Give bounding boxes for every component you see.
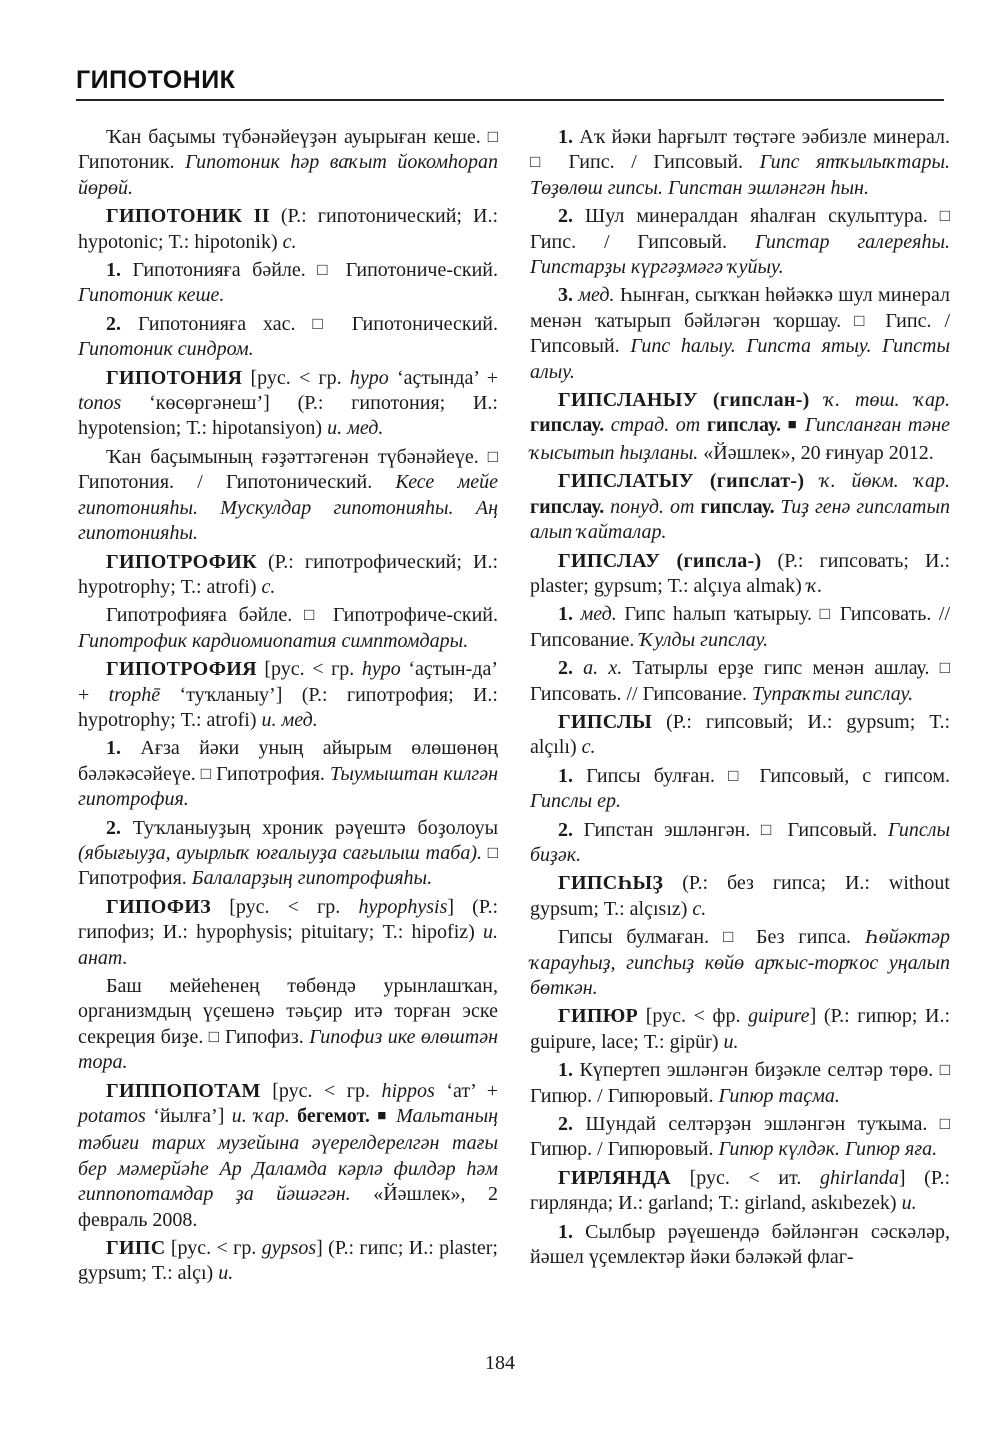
example-text: Тиҙ генә гипслатып алып ҡайталар. bbox=[530, 495, 951, 544]
grammar-label: с. bbox=[692, 897, 707, 920]
etymon: hypophysis bbox=[358, 895, 448, 918]
translation-marker: □ bbox=[854, 310, 873, 330]
headword: ГИПСЛЫ bbox=[558, 710, 653, 733]
example-text: Һөйәктәр ҡарауһыҙ, гипсһыҙ көйө арҡыс-торҡос уңалып бөткән. bbox=[530, 926, 951, 999]
sense-number: 1. bbox=[558, 1220, 573, 1243]
translation-marker: □ bbox=[819, 604, 833, 624]
grammar-label: и. bbox=[218, 1262, 234, 1285]
entry-paragraph bbox=[530, 388, 950, 466]
translation-marker: □ bbox=[760, 819, 777, 839]
entry-paragraph bbox=[530, 469, 950, 545]
etymon: hippos bbox=[381, 1079, 435, 1102]
translation-marker: □ bbox=[723, 927, 743, 947]
grammar-label: страд. от bbox=[610, 414, 701, 437]
example-text: Гипслы биҙәк. bbox=[530, 818, 950, 866]
headword: ГИПОФИЗ bbox=[106, 895, 212, 918]
entry-paragraph bbox=[530, 1058, 950, 1109]
entry-paragraph bbox=[78, 736, 498, 812]
translation-marker: □ bbox=[487, 127, 498, 146]
translation-marker: □ bbox=[939, 1060, 951, 1080]
headword: ГИПС bbox=[106, 1237, 166, 1260]
cross-reference: гипслау. bbox=[706, 414, 782, 437]
translation-text: Гипсовый, с гипсом. bbox=[759, 764, 951, 787]
entry-paragraph bbox=[78, 550, 498, 601]
grammar-label: мед. bbox=[580, 603, 617, 626]
example-text: Гипслы ер. bbox=[530, 790, 622, 813]
quote-source: «Йәшлек», 2 февраль 2008. bbox=[78, 1183, 498, 1231]
example-text: Гипстар галереяһы. Гипстарҙы күргәҙмәгә ҡуйыу. bbox=[530, 230, 950, 279]
entry-paragraph bbox=[78, 603, 498, 654]
headword: ГИППОПОТАМ bbox=[106, 1079, 261, 1102]
etymology-text: ] (Р.: гипофиз; И.: hypophysis; pituitary; Т.: hipofiz) bbox=[78, 895, 499, 944]
translation-marker: □ bbox=[200, 763, 212, 783]
entry-paragraph bbox=[530, 871, 950, 922]
sense-number: 1. bbox=[558, 1059, 573, 1082]
entry-paragraph bbox=[530, 1112, 950, 1163]
example-text: Гипюр таҫма. bbox=[718, 1084, 840, 1107]
example-text: Гипофиз ике өлөштән тора. bbox=[78, 1025, 498, 1074]
definition-text: Аҡ йәки һарғылт төҫтәге эәбизле минерал. bbox=[579, 126, 950, 148]
page-number: 184 bbox=[485, 1352, 515, 1374]
grammar-label: ҡ. йөкм. ҡар. bbox=[820, 470, 951, 493]
entry-paragraph bbox=[78, 974, 498, 1076]
translation-text: Гипотониче-ский. bbox=[345, 259, 498, 282]
etymology-text: (Р.: гипсовать; И.: plaster; gypsum; Т.: alçıya almak) bbox=[530, 549, 951, 597]
entry-paragraph bbox=[530, 656, 950, 707]
translation-marker: □ bbox=[530, 152, 552, 172]
sense-number: 3. bbox=[558, 284, 573, 307]
sense-number: 1. bbox=[558, 603, 573, 626]
entry-paragraph bbox=[78, 366, 498, 442]
header-rule bbox=[76, 99, 944, 101]
example-text: Гипотоник һәр ваҡыт йокомһорап йөрөй. bbox=[78, 151, 498, 199]
sense-number: 2. bbox=[558, 818, 573, 841]
grammar-label: и. мед. bbox=[261, 708, 318, 731]
grammar-label: с. bbox=[282, 230, 297, 253]
translation-text: Гипотония. / Гипотонический. bbox=[78, 471, 373, 494]
sense-number: 2. bbox=[558, 657, 573, 680]
etymology-text: ‘туҡланыу’] (Р.: гипотрофия; И.: hypotrophy; Т.: atrofi) bbox=[78, 683, 498, 731]
translation-marker: □ bbox=[304, 605, 322, 625]
translation-marker: □ bbox=[312, 313, 335, 333]
translation-text: Без гипса. bbox=[756, 926, 852, 949]
translation-text: Гипотоник. bbox=[78, 151, 175, 174]
example-text: Гипс һалыу. Гипста ятыу. Гипсты алыу. bbox=[530, 335, 950, 383]
entry-paragraph bbox=[78, 258, 498, 309]
grammar-label: ҡ. төш. ҡар. bbox=[824, 389, 950, 412]
etymology-text: ‘йылға’] bbox=[153, 1105, 225, 1128]
translation-text: Гипотрофиче-ский. bbox=[332, 604, 498, 627]
example-text: Тыумыштан килгән гипотрофия. bbox=[78, 762, 499, 811]
etymology-text: [рус. < ит. bbox=[689, 1166, 802, 1189]
entry-paragraph bbox=[530, 1004, 950, 1055]
quote-source: «Йәшлек», 20 ғинуар 2012. bbox=[703, 441, 934, 464]
etymology-text: (Р.: гипотрофический; И.: hypotrophy; Т.: atrofi) bbox=[78, 550, 499, 598]
entry-paragraph bbox=[530, 710, 950, 761]
sense-number: 1. bbox=[106, 737, 121, 760]
etymology-text: [рус. < гр. bbox=[264, 658, 355, 681]
grammar-label: понуд. от bbox=[610, 495, 695, 518]
etymology-text: [рус. < гр. bbox=[229, 895, 341, 918]
example-text: Балаларҙың гипотрофияһы. bbox=[191, 867, 433, 890]
etymology-text: ‘көсөргәнеш’] (Р.: гипотония; И.: hypotension; Т.: hipotansiyon) bbox=[78, 392, 498, 440]
translation-marker: □ bbox=[208, 1026, 220, 1046]
etymon: guipure bbox=[748, 1005, 810, 1028]
translation-marker: □ bbox=[939, 658, 950, 678]
translation-text: Гипюр. / Гипюровый. bbox=[530, 1084, 714, 1107]
definition-text: Гипсы булған. bbox=[586, 764, 715, 787]
translation-text: Гипсовать. // Гипсование. bbox=[530, 603, 951, 651]
definition-text: Сылбыр рәүешендә бәйләнгән сәскәләр, йәшел үҫемлектәр йәки бәләкәй флаг- bbox=[530, 1220, 951, 1269]
entry-paragraph bbox=[530, 1166, 950, 1217]
entry-paragraph bbox=[78, 1236, 498, 1287]
translation-text: Гипс. / Гипсовый. bbox=[530, 309, 950, 358]
definition-text: Гипс һалып ҡатырыу. bbox=[624, 603, 813, 626]
grammar-label: и. ҡар. bbox=[231, 1105, 290, 1128]
definition-text: Ҡан баҫымы түбәнәйеүҙән ауырыған кеше. bbox=[106, 126, 481, 148]
definition-text: Татырлы ерҙе гипс менән ашлау. bbox=[632, 657, 930, 680]
grammar-label: и. мед. bbox=[327, 417, 384, 440]
entry-paragraph bbox=[530, 602, 950, 653]
entry-paragraph bbox=[78, 125, 498, 201]
running-head: ГИПОТОНИК bbox=[76, 66, 236, 94]
headword: ГИПОТОНИК II bbox=[106, 205, 270, 228]
cross-reference: бегемот. bbox=[297, 1105, 370, 1128]
entry-paragraph bbox=[530, 925, 950, 1001]
definition-text: Шул минералдан яһалған скульптура. bbox=[585, 205, 928, 228]
etymon: hypo bbox=[361, 658, 401, 681]
entry-paragraph bbox=[530, 204, 950, 280]
example-text: Гипс ятҡылыҡтары. Төҙөлөш гипсы. Гипстан эшләнгән һын. bbox=[530, 151, 950, 199]
example-text: Мальтаның тәбиғи тарих музейына әүерелдерелгән тағы бер мәмерйәһе Ар Даламда кәрлә филдәр һәм гиппопотамдар ҙа йәшәгән. bbox=[78, 1105, 499, 1206]
example-text: Гипюр күлдәк. Гипюр яға. bbox=[718, 1138, 938, 1161]
grammar-label: мед. bbox=[578, 284, 615, 307]
translation-text: Гипс. / Гипсовый. bbox=[530, 230, 728, 253]
definition-text: Баш мейеһенең төбөндә урынлашҡан, организмдың үҫешенә тәьҫир итә торған эске секреция биҙе. bbox=[78, 975, 498, 1048]
grammar-label: с. bbox=[581, 736, 596, 759]
entry-paragraph bbox=[78, 816, 498, 892]
entry-paragraph bbox=[78, 204, 498, 255]
etymology-text: ] (Р.: гирлянда; И.: garland; Т.: girland, askıbezek) bbox=[530, 1166, 951, 1215]
definition-text: Гипотонияға бәйле. bbox=[132, 259, 306, 282]
translation-marker: □ bbox=[939, 1114, 951, 1134]
entry-paragraph bbox=[530, 818, 950, 869]
sense-number: 2. bbox=[558, 1113, 573, 1136]
translation-text: Гипофиз. bbox=[225, 1025, 304, 1048]
translation-text: Гипсовый. bbox=[787, 818, 878, 841]
sense-number: 2. bbox=[106, 312, 121, 335]
example-text: Ҡулды гипслау. bbox=[639, 628, 769, 651]
definition-text: Туҡланыуҙың хроник рәүештә боҙолоуы bbox=[132, 816, 499, 839]
example-text: Гипотоник синдром. bbox=[78, 338, 254, 361]
definition-text: Гипсы булмаған. bbox=[558, 926, 710, 949]
example-text: Тупраҡты гипслау. bbox=[752, 682, 914, 705]
headword: ГИРЛЯНДА bbox=[558, 1166, 672, 1189]
etymology-text: ‘аҫтын-да’ + bbox=[78, 658, 499, 706]
grammar-label: с. bbox=[261, 575, 276, 598]
headword: ГИПСЛАТЫУ (гипслат-) bbox=[558, 470, 805, 493]
etymon: tonos bbox=[78, 392, 122, 415]
headword: ГИПСЛАНЫУ (гипслан-) bbox=[558, 389, 810, 412]
quote-marker: ■ bbox=[787, 417, 799, 434]
etymology-text: (Р.: без гипса; И.: without gypsum; Т.: alçısız) bbox=[530, 872, 950, 920]
entry-paragraph bbox=[530, 283, 950, 385]
sense-number: 2. bbox=[558, 205, 573, 228]
definition-text: Гипстан эшләнгән. bbox=[583, 818, 751, 841]
translation-marker: □ bbox=[487, 842, 498, 862]
headword: ГИПЮР bbox=[558, 1005, 639, 1028]
etymology-text: [рус. < фр. bbox=[645, 1005, 741, 1028]
etymon: trophē bbox=[108, 683, 161, 706]
etymon: potamos bbox=[78, 1105, 146, 1128]
etymon: hypo bbox=[349, 366, 389, 389]
entry-paragraph bbox=[530, 764, 950, 815]
etymon: gypsos bbox=[261, 1237, 317, 1260]
entry-paragraph bbox=[78, 445, 498, 547]
translation-text: Гипс. / Гипсовый. bbox=[568, 151, 744, 174]
sense-number: 1. bbox=[558, 126, 573, 148]
translation-text: Гипотрофия. bbox=[216, 762, 325, 785]
etymology-text: [рус. < гр. bbox=[170, 1237, 257, 1260]
entry-paragraph bbox=[530, 549, 950, 600]
grammar-label: а. х. bbox=[583, 657, 623, 680]
quote-marker: ■ bbox=[377, 1108, 389, 1125]
translation-text: Гипсовать. // Гипсование. bbox=[530, 682, 748, 705]
etymology-text: ] (Р.: гипс; И.: plaster; gypsum; Т.: alçı) bbox=[78, 1237, 498, 1285]
etymon: ghirlanda bbox=[820, 1166, 899, 1189]
grammar-label: и. bbox=[901, 1192, 917, 1215]
left-column bbox=[78, 125, 498, 1290]
definition-text: Һынған, сыҡҡан һөйәккә шул минерал менән ҡатырып бәйләгән ҡоршау. bbox=[530, 284, 951, 332]
definition-text: Ҡан баҫымының ғәҙәттәгенән түбәнәйеүе. bbox=[106, 445, 479, 468]
headword: ГИПОТРОФИЯ bbox=[106, 658, 257, 681]
example-text: Гипотрофик кардиомиопатия симптомдары. bbox=[78, 629, 469, 652]
example-text: Гипсланған тәне ҡысытып һыҙланы. bbox=[530, 414, 951, 464]
translation-marker: □ bbox=[728, 765, 747, 785]
etymology-text: (Р.: гипсовый; И.: gypsum; Т.: alçılı) bbox=[530, 710, 951, 759]
headword: ГИПСҺЫҘ bbox=[558, 872, 664, 895]
sense-number: 1. bbox=[106, 259, 121, 282]
cross-reference: гипслау. bbox=[530, 495, 605, 518]
translation-marker: □ bbox=[939, 206, 951, 226]
headword: ГИПОТРОФИК bbox=[106, 550, 257, 573]
headword: ГИПСЛАУ (гипсла-) bbox=[558, 549, 762, 572]
cross-reference: гипслау. bbox=[530, 414, 605, 437]
etymology-text: [рус. < гр. bbox=[272, 1079, 370, 1102]
entry-paragraph bbox=[78, 657, 498, 733]
grammar-label: и. bbox=[723, 1030, 739, 1053]
definition-text: Шундай селтәрҙән эшләнгән туҡыма. bbox=[585, 1113, 928, 1136]
definition-text: Ағза йәки уның айырым өлөшөнөң бәләкәсәйеүе. bbox=[78, 737, 499, 785]
entry-paragraph bbox=[78, 312, 498, 363]
entry-paragraph bbox=[78, 1079, 498, 1233]
entry-paragraph bbox=[530, 125, 950, 201]
sense-number: 1. bbox=[558, 764, 573, 787]
sense-number: 2. bbox=[106, 816, 121, 839]
headword: ГИПОТОНИЯ bbox=[106, 366, 243, 389]
grammar-label: и. анат. bbox=[78, 921, 499, 969]
etymology-text: ‘аҫтында’ + bbox=[397, 366, 499, 389]
etymology-text: [рус. < гр. bbox=[250, 366, 342, 389]
definition-text: Күпертеп эшләнгән биҙәкле селтәр төрө. bbox=[579, 1059, 934, 1082]
etymology-text: ‘ат’ + bbox=[446, 1079, 499, 1102]
definition-note: (ябығыуҙа, ауырлыҡ юғалыуҙа сағылыш таба). bbox=[78, 841, 482, 864]
etymology-text: (Р.: гипотонический; И.: hypotonic; Т.: hipotonik) bbox=[78, 205, 498, 253]
translation-text: Гипотрофия. bbox=[78, 867, 187, 890]
example-text: Гипотоник кеше. bbox=[78, 284, 225, 307]
right-column bbox=[530, 125, 950, 1273]
definition-text: Гипотрофияға бәйле. bbox=[106, 604, 293, 627]
grammar-label: ҡ. bbox=[806, 574, 823, 597]
entry-paragraph bbox=[530, 1220, 950, 1271]
translation-marker: □ bbox=[317, 260, 335, 280]
translation-marker: □ bbox=[487, 446, 498, 466]
definition-text: Гипотонияға хас. bbox=[137, 312, 296, 335]
entry-paragraph bbox=[78, 895, 498, 971]
example-text: Кесе мейе гипотонияһы. Мускулдар гипотонияһы. Аң гипотонияһы. bbox=[78, 471, 498, 545]
translation-text: Гипюр. / Гипюровый. bbox=[530, 1138, 714, 1161]
translation-text: Гипотонический. bbox=[351, 312, 498, 335]
cross-reference: гипслау. bbox=[700, 495, 775, 518]
etymology-text: ] (Р.: гипюр; И.: guipure, lace; Т.: gipür) bbox=[530, 1005, 951, 1053]
